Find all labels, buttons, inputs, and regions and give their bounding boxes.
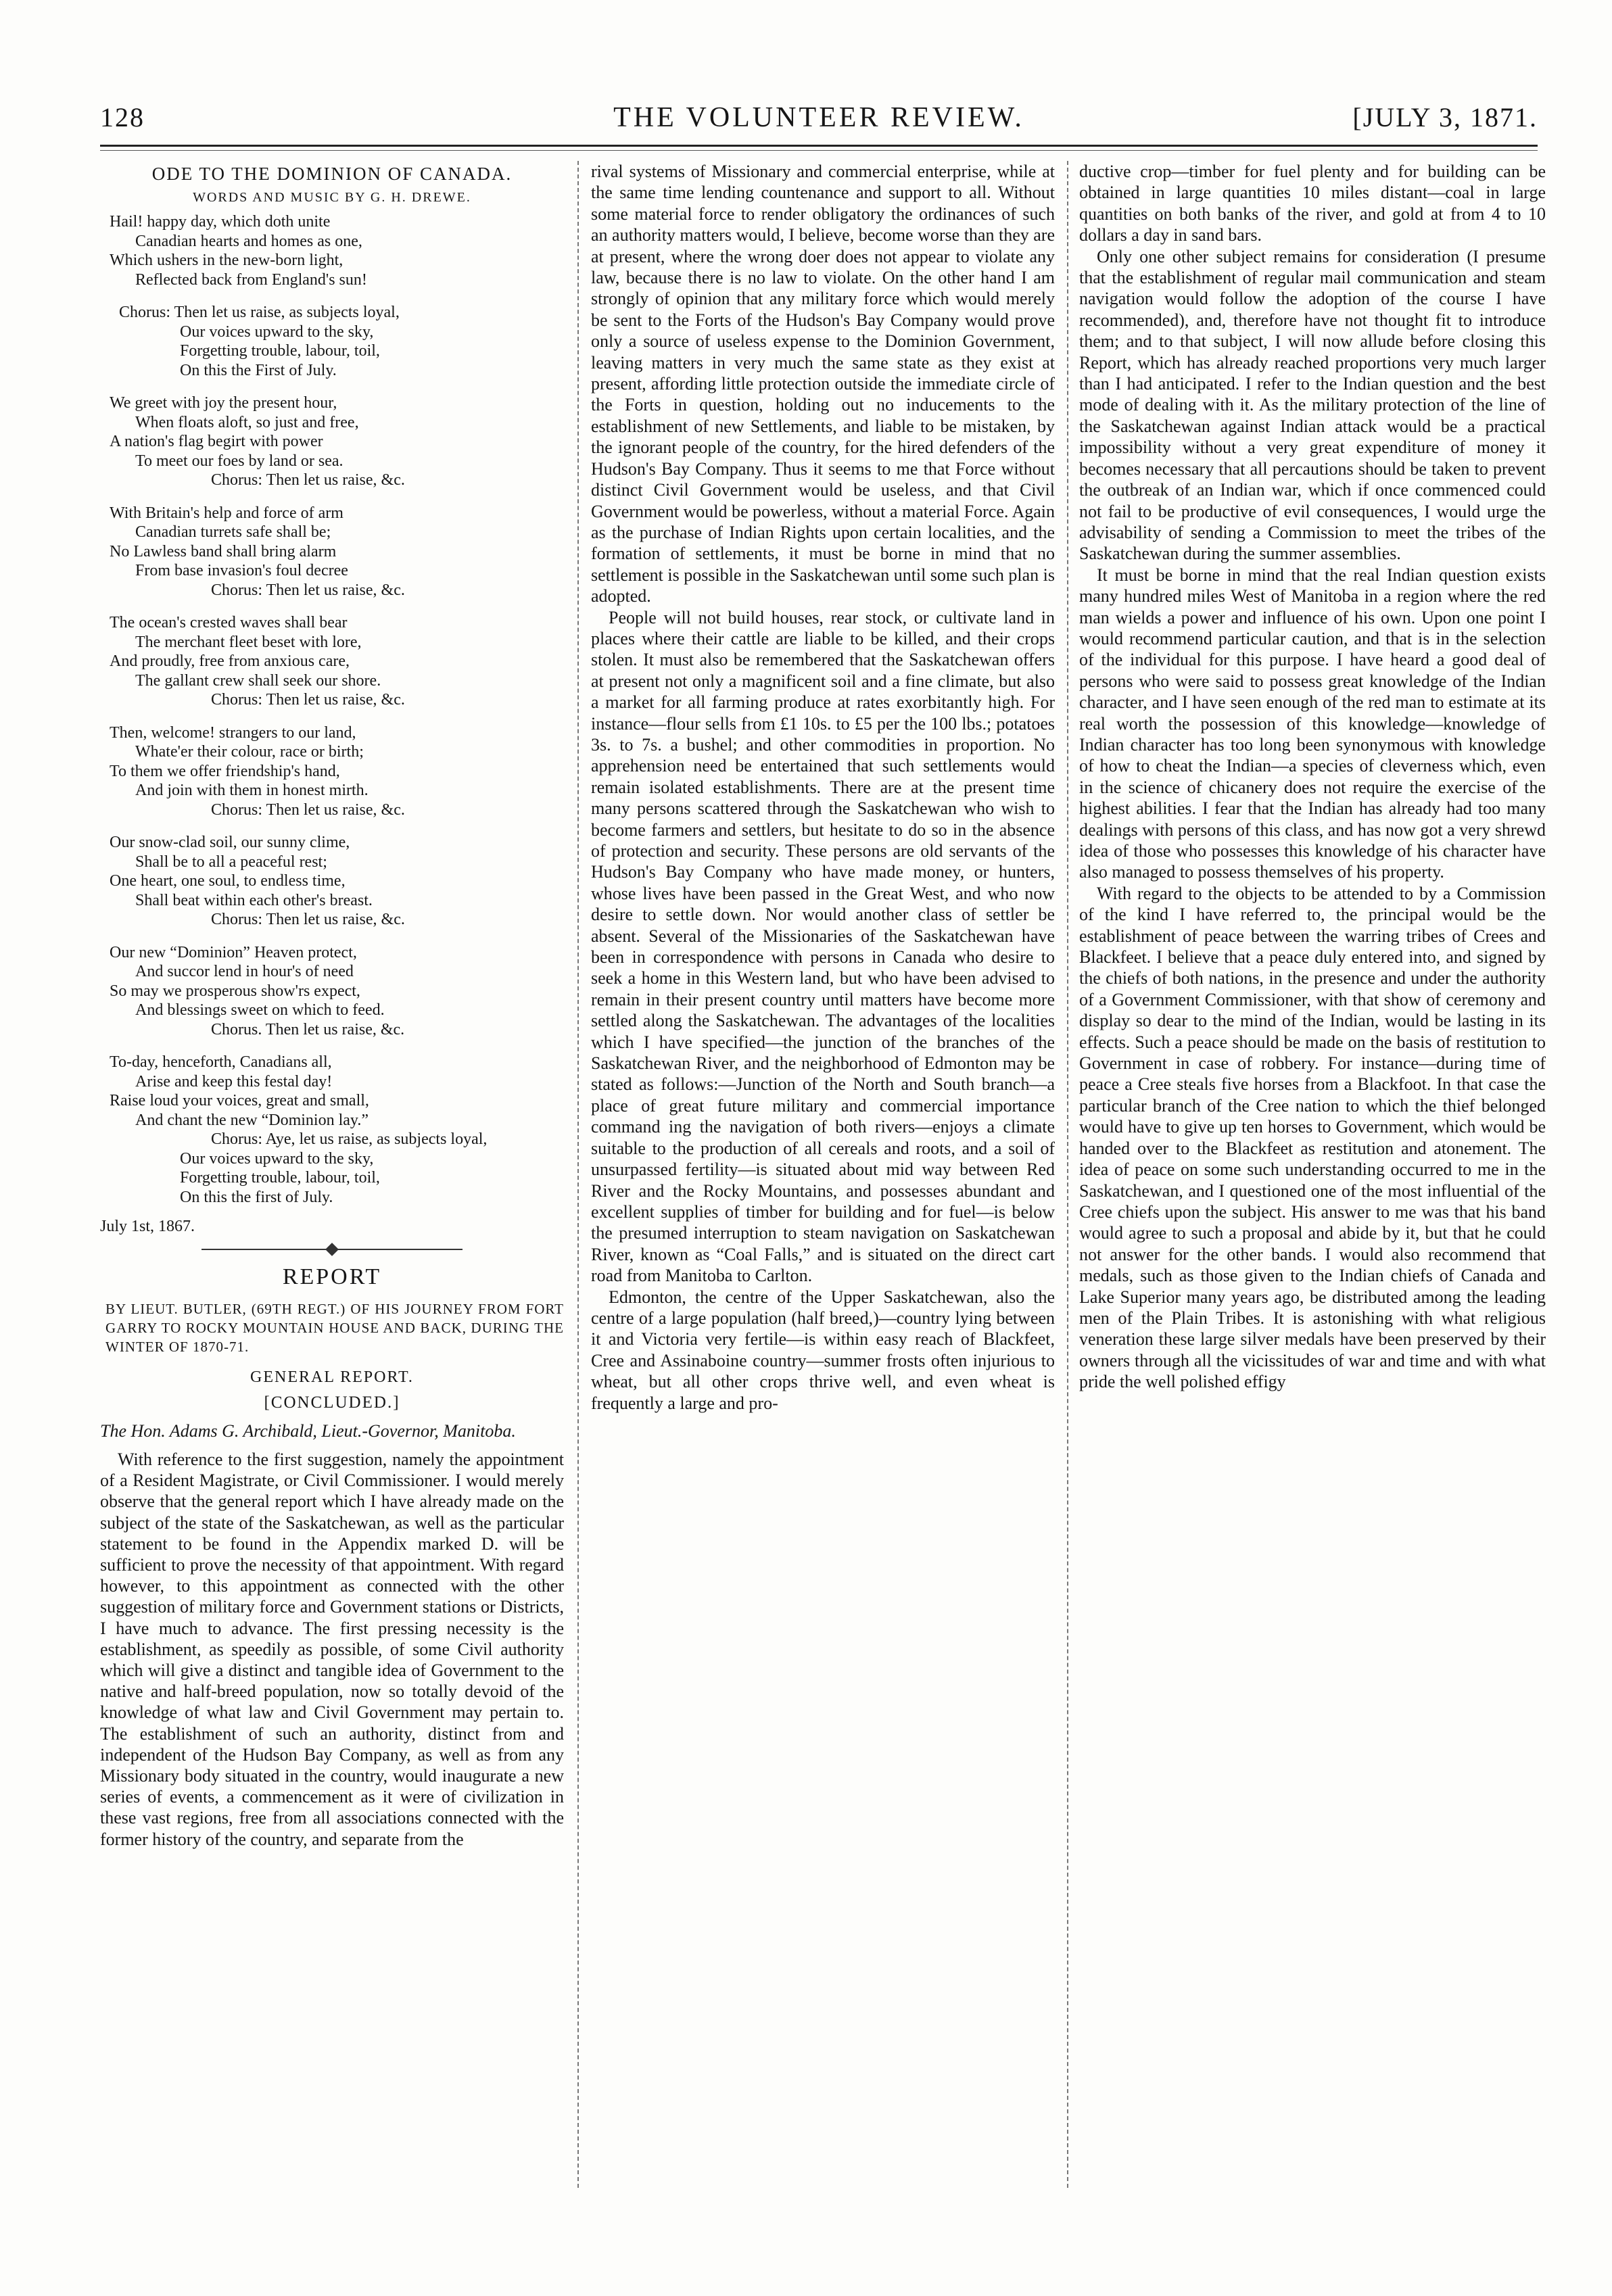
article-paragraph: Only one other subject remains for consideration (I presume that the establishment of regular mail communication and steam navigation would follow the adoption of the course I have recommended), and, therefore have not thought fit to introduce them; and to that subject, I will now allude before closing this Report, which has already reached proportions very much larger than I had anticipated. I refer to the Indian question and the best mode of dealing with it. As the military protection of the line of the Saskatchewan against Indian attack would be a practical impossibility without a very great expenditure of money it becomes necessary that all percautions should be taken to prevent the outbreak of an Indian war, which if once commenced could not fail to be productive of evil consequences, I would urge the advisability of sending a Commission to meet the tribes of the Saskatchewan during the summer assemblies. xyxy=(1079,246,1546,564)
column-3 xyxy=(1079,161,1546,2195)
poem-body xyxy=(100,212,564,1207)
poem-line: Canadian turrets safe shall be; xyxy=(135,523,331,541)
section-divider xyxy=(202,1244,463,1255)
column-1-text xyxy=(100,1449,564,1850)
article-paragraph: With regard to the objects to be attended to by a Commission of the kind I have referred to, the principal would be the establishment of peace between the warring tribes of Crees and Blackfeet. I believe that a peace duly entered into, and signed by the chiefs of both nations, in the presence and under the authority of a Government Commissioner, with that show of ceremony and display so dear to the mind of the Indian, would be lasting in its effects. Such a peace should be made on the basis of restitution to Government in case of robbery. For instance—during time of peace a Cree steals five horses from a Blackfoot. In that case the particular branch of the Cree nation to which the thief belonged would have to give up ten horses to Government, which would be handed over to the Blackfeet as restitution and atonement. The idea of peace on some such understanding occurred to me in the Saskatchewan, and I questioned one of the most influential of the Cree chiefs upon the subject. His answer to me was that his band would agree to such a proposal and abide by it, but that he could not answer for the other bands. I would also recommend that medals, such as those given to the Indian chiefs of Canada and Lake Superior many years ago, be distributed among the leading men of the Plain Tribes. It is astonishing with what religious veneration these large silver medals have been preserved by their owners through all the vicissitudes of war and time and with what pride the well polished effigy xyxy=(1079,883,1546,1392)
report-addressee: The Hon. Adams G. Archibald, Lieut.-Governor, Manitoba. xyxy=(100,1421,516,1441)
header-rule xyxy=(100,145,1538,147)
poem-line: Hail! happy day, which doth unite xyxy=(110,213,331,231)
poem-line: We greet with joy the present hour, xyxy=(110,394,337,412)
poem-line: When floats aloft, so just and free, xyxy=(135,413,359,431)
poem-date: July 1st, 1867. xyxy=(100,1218,195,1235)
report-heading: REPORT xyxy=(282,1264,382,1289)
poem-line: Whate'er their colour, race or birth; xyxy=(135,743,364,761)
publication-title: THE VOLUNTEER REVIEW. xyxy=(613,102,1024,133)
poem-stanza xyxy=(110,613,564,710)
column-separator xyxy=(577,161,579,2188)
poem-line: Our voices upward to the sky, xyxy=(180,322,374,341)
poem-line: To meet our foes by land or sea. xyxy=(135,452,343,470)
poem-line: Raise loud your voices, great and small, xyxy=(110,1092,369,1109)
poem-chorus-line: Chorus: Aye, let us raise, as subjects loyal, xyxy=(211,1130,488,1148)
general-report-heading: GENERAL REPORT. xyxy=(250,1368,414,1386)
article-paragraph: Edmonton, the centre of the Upper Saskatchewan, also the centre of a large population (half breed,)—country lying between it and Victoria very fertile—is within easy reach of Blackfeet, Cree and Assinaboine country—summer frosts often injurious to wheat, but all other crops thrive well, and even wheat is frequently a large and pro- xyxy=(591,1287,1055,1413)
poem-line: Which ushers in the new-born light, xyxy=(110,252,343,269)
poem-chorus-line: Chorus: Then let us raise, &c. xyxy=(211,471,405,489)
poem-line: Our snow-clad soil, our sunny clime, xyxy=(110,834,350,851)
poem-line: The ocean's crested waves shall bear xyxy=(110,614,348,631)
poem-line: No Lawless band shall bring alarm xyxy=(110,542,337,560)
poem-line: Forgetting trouble, labour, toil, xyxy=(180,1169,380,1187)
poem-line: And join with them in honest mirth. xyxy=(135,782,369,799)
poem-stanza xyxy=(110,212,564,289)
poem-line: From base invasion's foul decree xyxy=(135,562,348,579)
issue-date: [JULY 3, 1871. xyxy=(1352,102,1538,133)
concluded-note: [CONCLUDED.] xyxy=(264,1393,400,1412)
page-header xyxy=(100,101,1538,142)
poem-chorus-line: Chorus: Then let us raise, &c. xyxy=(211,911,405,928)
article-paragraph: With reference to the first suggestion, namely the appointment of a Resident Magistrate, or Civil Commissioner. I would merely observe that the general report which I have already made on the subject of the state of the Saskatchewan, as well as the particular statement to be found in the Appendix marked D. will be sufficient to prove the necessity of that appointment. With regard however, to this appointment as connected with the other suggestion of military force and Government stations or Districts, I have much to advance. The first pressing necessity is the establishment, as speedily as possible, of some Civil authority which will give a distinct and tangible idea of Government to the native and half-breed population, now so totally devoid of the knowledge of what law and Civil Government may pertain to. The establishment of such an authority, distinct from and independent of the Hudson Bay Company, as well as from any Missionary body situated in the country, would inaugurate a new series of events, a commencement as it were of civilization in these vast regions, free from all associations connected with the former history of the country, and separate from the xyxy=(100,1450,564,1849)
poem-line: And chant the new “Dominion lay.” xyxy=(135,1111,369,1129)
poem-stanza xyxy=(110,303,564,380)
column-separator xyxy=(1067,161,1068,2188)
column-2-text xyxy=(591,161,1055,1414)
column-2 xyxy=(591,161,1055,2195)
poem-line: And blessings sweet on which to feed. xyxy=(135,1001,385,1019)
poem-line: And succor lend in hour's of need xyxy=(135,963,354,980)
poem-line: To-day, henceforth, Canadians all, xyxy=(110,1053,332,1071)
article-paragraph: People will not build houses, rear stock, or cultivate land in places where their cattle are liable to be killed, and their crops stolen. It must also be remembered that the Saskatchewan offers at present not only a magnificent soil and a fine climate, but also a market for all farming produce at rates exorbitantly high. For instance—flour sells from £1 10s. to £5 per the 100 lbs.; potatoes 3s. to 7s. a bushel; and other commodities in proportion. No apprehension need be entertained that such settlements would remain isolated establishments. There are at the present time many persons scattered through the Saskatchewan who wish to become farmers and settlers, but hesitate to do so in the absence of protection and security. These persons are old servants of the Hudson's Bay Company who have made money, or hunters, whose lives have been passed in the Great West, and who now desire to settle down. Nor would another class of settler be absent. Several of the Missionaries of the Saskatchewan have been in correspondence with persons in Canada who desire to seek a home in this Western land, but who have been advised to remain in their present country until matters have become more settled along the Saskatchewan. The advantages of the localities which I have specified—the junction of the branches of the Saskatchewan River, and the neighborhood of Edmonton may be stated as follows:—Junction of the North and South branch—a place of great future military and commercial importance command ing the navigation of both rivers—enjoys a climate suitable to the production of all cereals and roots, and a soil of unsurpassed fertility—is situated about mid way between Red River and the Rocky Mountains, and possesses abundant and excellent supplies of timber for building and for fuel—is below the presumed interruption to steam navigation on Saskatchewan River, known as “Coal Falls,” and is situated on the direct cart road from Manitoba to Carlton. xyxy=(591,607,1055,1286)
poem-title: ODE TO THE DOMINION OF CANADA. xyxy=(151,164,513,184)
poem-line: To them we offer friendship's hand, xyxy=(110,762,340,780)
poem-credit: WORDS AND MUSIC BY G. H. DREWE. xyxy=(193,190,471,205)
poem-line: And proudly, free from anxious care, xyxy=(110,652,350,670)
poem-line: On this the first of July. xyxy=(180,1188,333,1206)
article-paragraph: rival systems of Missionary and commercial enterprise, while at the same time lending countenance and support to all. Without some material force to render obligatory the ordinances of such an authority matters would, I believe, become worse than they are at present, where the wrong doer does not appear to violate any law, because there is no law to violate. On the other hand I am strongly of opinion that any military force which would merely be sent to the Forts of the Hudson's Bay Company would prove only a source of useless expense to the Dominion Government, leaving matters in very much the same state as they exist at present, affording little protection outside the immediate circle of the Forts in question, holding out no inducements to the establishment of new Settlements, and liable to be mistaken, by the ignorant people of the country, for the hired defenders of the Hudson's Bay Company. Thus it seems to me that Force without distinct Civil Government would be useless, and that Civil Government would be powerless, without a material Force. Again as the purchase of Indian Rights upon certain localities, and the formation of settlements, it must be borne in mind that no settlement is possible in the Saskatchewan until some such plan is adopted. xyxy=(591,162,1055,606)
poem-line: So may we prosperous show'rs expect, xyxy=(110,982,360,1000)
poem-chorus-line: Chorus: Then let us raise, &c. xyxy=(211,581,405,599)
poem-chorus-line: Chorus: Then let us raise, &c. xyxy=(211,800,405,819)
poem-line: Shall beat within each other's breast. xyxy=(135,891,373,909)
article-paragraph: ductive crop—timber for fuel plenty and for building can be obtained in large quantities 10 miles distant—coal in large quantities on both banks of the river, and gold at from 4 to 10 dollars a day in sand bars. xyxy=(1079,162,1546,245)
column-1 xyxy=(100,161,564,2195)
header-rule-thin xyxy=(100,150,1538,151)
poem-stanza xyxy=(110,1053,564,1207)
poem-line: Our new “Dominion” Heaven protect, xyxy=(110,943,357,961)
poem-line: A nation's flag begirt with power xyxy=(110,433,323,450)
poem-stanza xyxy=(110,504,564,600)
poem-line: Reflected back from England's sun! xyxy=(135,270,367,289)
poem-line: Forgetting trouble, labour, toil, xyxy=(180,342,380,360)
poem-stanza xyxy=(110,723,564,820)
poem-chorus-line: Chorus: Then let us raise, as subjects loyal, xyxy=(119,304,400,321)
poem-chorus-line: Chorus. Then let us raise, &c. xyxy=(211,1020,405,1038)
column-3-text xyxy=(1079,161,1546,1393)
poem-line: Shall be to all a peaceful rest; xyxy=(135,853,327,871)
article-paragraph: It must be borne in mind that the real Indian question exists many hundred miles West of Manitoba in a region where the red man wields a power and influence of his own. Upon one point I would recommend particular caution, and that is in the selection of the individual for this purpose. I have heard a good deal of persons who were said to possess great knowledge of the Indian character, and I have seen enough of the red man to estimate at its real worth the possession of this knowledge—knowledge of Indian character has too long been synonymous with knowledge of how to cheat the Indian—a species of cleverness which, even in the science of chicanery does not require the exercise of the highest abilities. I fear that the Indian has already had too many dealings with persons of this class, and has now got a very shrewd idea of those who possesses this knowledge of his character have also managed to possess themselves of his property. xyxy=(1079,565,1546,882)
page-number: 128 xyxy=(100,102,145,133)
poem-line: Our voices upward to the sky, xyxy=(180,1149,374,1168)
poem-stanza xyxy=(110,393,564,490)
poem-stanza xyxy=(110,943,564,1040)
poem-line: The gallant crew shall seek our shore. xyxy=(135,671,381,690)
poem-stanza xyxy=(110,833,564,930)
poem-line: Canadian hearts and homes as one, xyxy=(135,232,362,250)
poem-line: Then, welcome! strangers to our land, xyxy=(110,723,356,742)
poem-line: On this the First of July. xyxy=(180,361,337,379)
poem-line: The merchant fleet beset with lore, xyxy=(135,633,362,651)
poem-line: Arise and keep this festal day! xyxy=(135,1072,333,1091)
poem-chorus-line: Chorus: Then let us raise, &c. xyxy=(211,691,405,709)
poem-line: With Britain's help and force of arm xyxy=(110,504,343,522)
report-subtitle: BY LIEUT. BUTLER, (69TH REGT.) OF HIS JOURNEY FROM FORT GARRY TO ROCKY MOUNTAIN HOUSE AND BACK, DURING THE WINTER OF 1870-71. xyxy=(105,1301,564,1355)
poem-line: One heart, one soul, to endless time, xyxy=(110,872,346,890)
